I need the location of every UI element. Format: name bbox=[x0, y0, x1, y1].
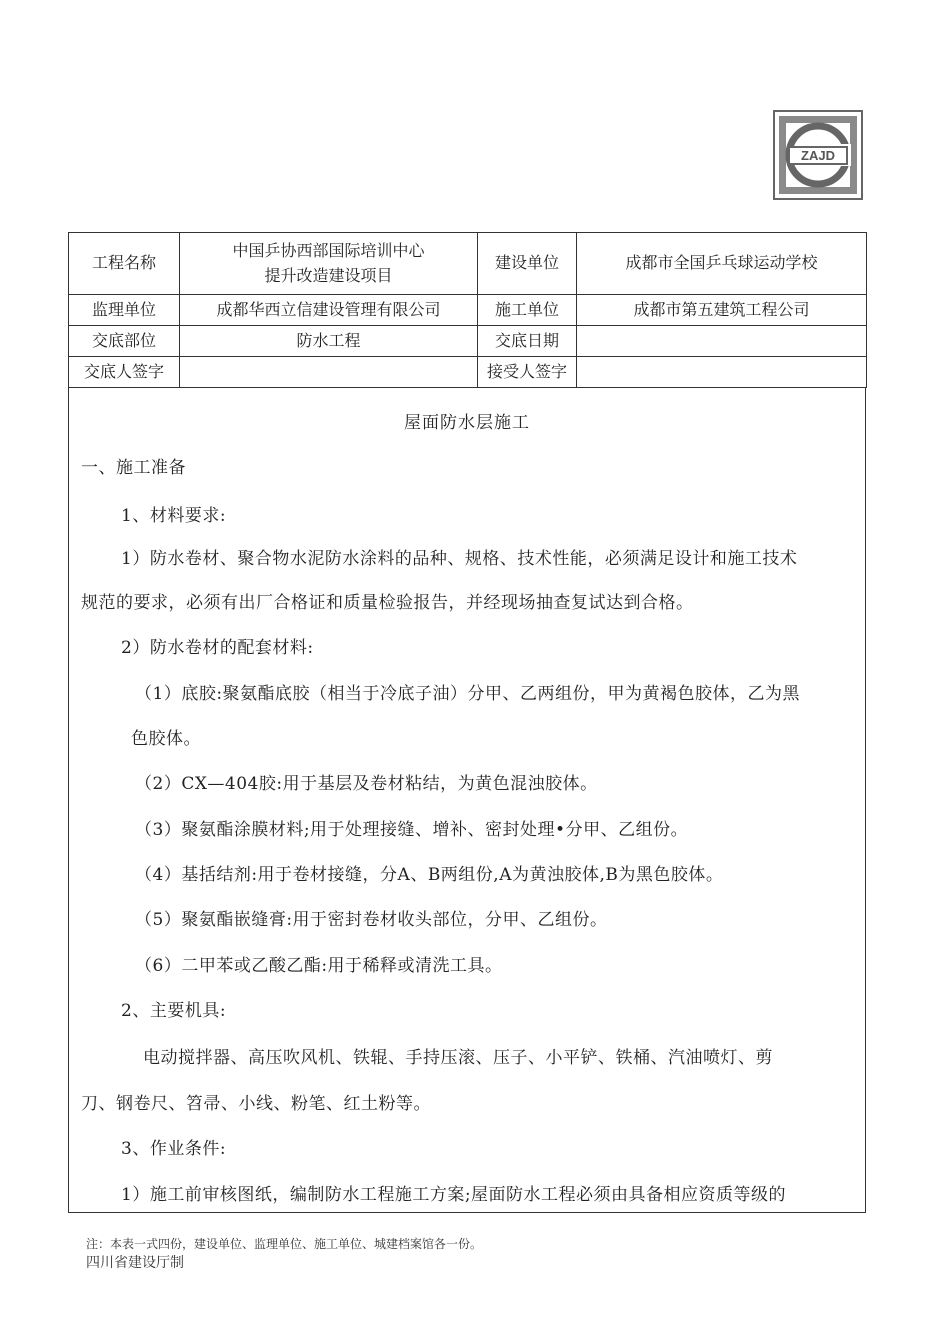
svg-text:ZAJD: ZAJD bbox=[801, 148, 835, 163]
material-item-4: （4）基括结剂:用于卷材接缝，分A、B两组份,A为黄浊胶体,B为黑色胶体。 bbox=[135, 865, 724, 885]
owner-label: 建设单位 bbox=[478, 233, 577, 295]
contractor-value: 成都市第五建筑工程公司 bbox=[577, 295, 867, 326]
material-item-5: （5）聚氨酯嵌缝膏:用于密封卷材收头部位，分甲、乙组份。 bbox=[135, 910, 608, 930]
material-item-2: （2）CX—404胶:用于基层及卷材粘结，为黄色混浊胶体。 bbox=[135, 774, 598, 794]
date-value[interactable] bbox=[577, 326, 867, 357]
supervisor-value: 成都华西立信建设管理有限公司 bbox=[180, 295, 478, 326]
subsection-tools: 2、主要机具: bbox=[121, 1001, 227, 1021]
owner-value: 成都市全国乒乓球运动学校 bbox=[577, 233, 867, 295]
para-materials-1b: 规范的要求，必须有出厂合格证和质量检验报告，并经现场抽查复试达到合格。 bbox=[81, 593, 694, 613]
footer-issuer: 四川省建设厅制 bbox=[86, 1255, 184, 1271]
condition-item-1: 1）施工前审核图纸，编制防水工程施工方案;屋面防水工程必须由具备相应资质等级的 bbox=[121, 1185, 787, 1205]
contractor-label: 施工单位 bbox=[478, 295, 577, 326]
project-name-value bbox=[180, 233, 478, 295]
subsection-conditions: 3、作业条件: bbox=[121, 1139, 227, 1159]
zajd-logo bbox=[773, 110, 863, 200]
tools-line-1: 电动搅拌器、高压吹风机、铁辊、手持压滚、压子、小平铲、铁桶、汽油喷灯、剪 bbox=[143, 1048, 773, 1068]
material-item-3: （3）聚氨酯涂膜材料;用于处理接缝、增补、密封处理•分甲、乙组份。 bbox=[135, 820, 689, 840]
receiver-signature-value[interactable] bbox=[577, 357, 867, 388]
subsection-materials: 1、材料要求: bbox=[121, 506, 227, 526]
material-item-1b: 色胶体。 bbox=[131, 729, 201, 749]
giver-signature-label: 交底人签字 bbox=[69, 357, 180, 388]
giver-signature-value[interactable] bbox=[180, 357, 478, 388]
document-title: 屋面防水层施工 bbox=[404, 413, 530, 433]
para-materials-1a: 1）防水卷材、聚合物水泥防水涂料的品种、规格、技术性能，必须满足设计和施工技术 bbox=[121, 549, 798, 569]
project-name-label: 工程名称 bbox=[69, 233, 180, 295]
part-label: 交底部位 bbox=[69, 326, 180, 357]
footer-note: 注：本表一式四份，建设单位、监理单位、施工单位、城建档案馆各一份。 bbox=[86, 1237, 483, 1251]
section-heading: 一、施工准备 bbox=[81, 458, 186, 478]
header-table bbox=[68, 232, 867, 388]
part-value: 防水工程 bbox=[180, 326, 478, 357]
material-item-1a: （1）底胶:聚氨酯底胶（相当于冷底子油）分甲、乙两组份，甲为黄褐色胶体，乙为黑 bbox=[135, 684, 801, 704]
content-box bbox=[68, 388, 866, 1213]
material-item-6: （6）二甲苯或乙酸乙酯:用于稀释或清洗工具。 bbox=[135, 956, 503, 976]
tools-line-2: 刀、钢卷尺、笤帚、小线、粉笔、红土粉等。 bbox=[81, 1094, 431, 1114]
supervisor-label: 监理单位 bbox=[69, 295, 180, 326]
para-materials-2: 2）防水卷材的配套材料: bbox=[121, 638, 314, 658]
receiver-signature-label: 接受人签字 bbox=[478, 357, 577, 388]
project-name-line2: 提升改造建设项目 bbox=[264, 265, 393, 285]
date-label: 交底日期 bbox=[478, 326, 577, 357]
project-name-line1: 中国乒协西部国际培训中心 bbox=[232, 240, 425, 260]
